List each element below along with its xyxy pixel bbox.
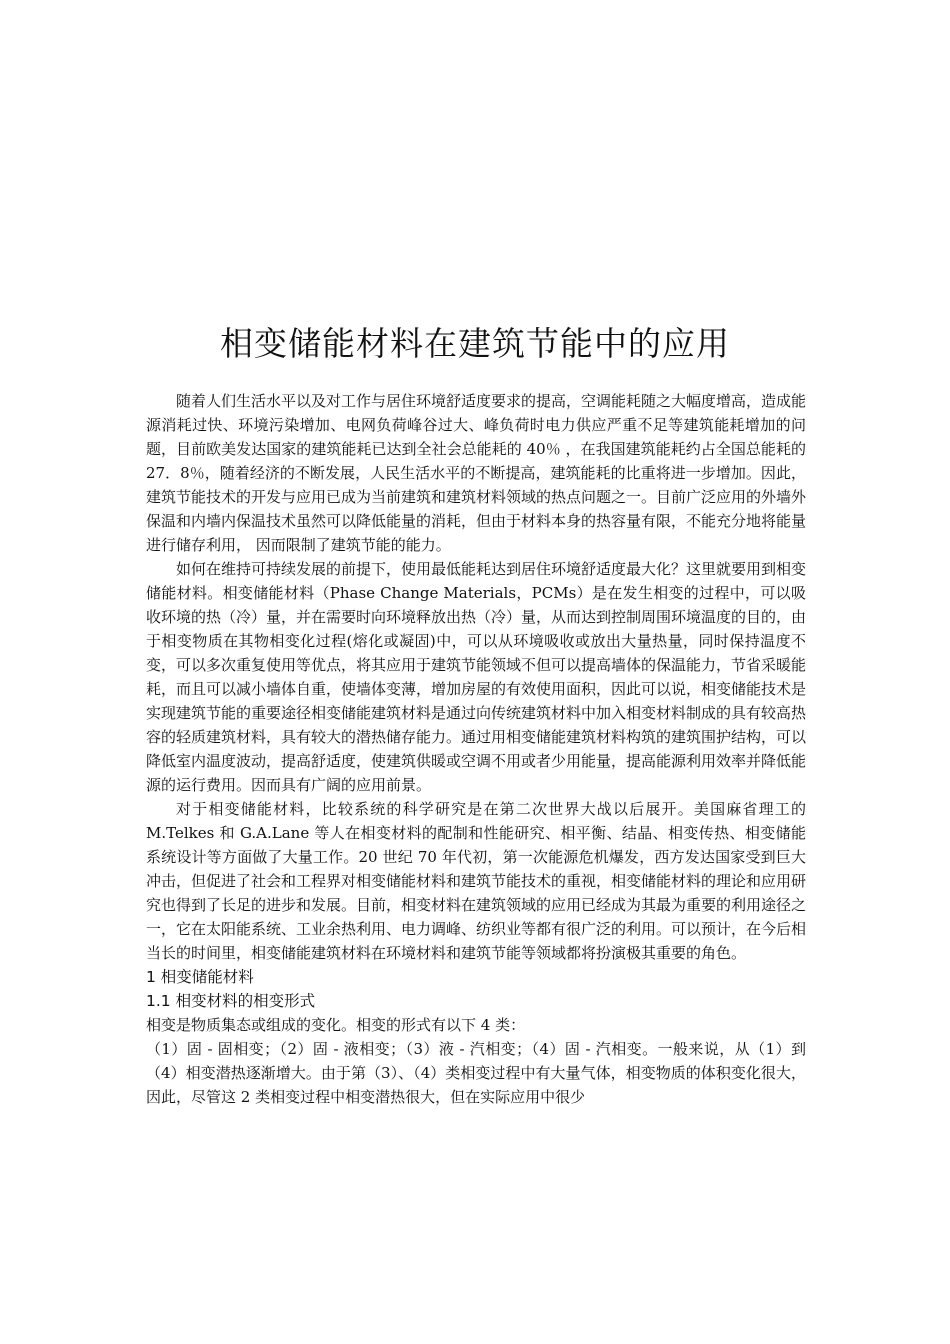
paragraph-intro: 随着人们生活水平以及对工作与居住环境舒适度要求的提高，空调能耗随之大幅度增高，造成能源消耗过快、环境污染增加、电网负荷峰谷过大、峰负荷时电力供应严重不足等建筑能耗增加的问题，目前欧美发达国家的建筑能耗已达到全社会总能耗的 40％ ，在我国建筑能耗约占全国总能耗的 27．8％，随着经济的不断发展，人民生活水平的不断提高，建筑能耗的比重将进一步增加。因此，建筑节能技术的开发与应用已成为当前建筑和建筑材料领域的热点问题之一。目前广泛应用的外墙外保温和内墙内保温技术虽然可以降低能量的消耗，但由于材料本身的热容量有限，不能充分地将能量进行储存利用， 因而限制了建筑节能的能力。 xyxy=(146,392,807,554)
document-body xyxy=(146,389,806,1109)
document-title: 相变储能材料在建筑节能中的应用 xyxy=(220,324,730,363)
paragraph-pcm-definition: 如何在维持可持续发展的前提下，使用最低能耗达到居住环境舒适度最大化？这里就要用到相变储能材料。相变储能材料（Phase Change Materials，PCMs）是在发生相变的过程中，可以吸收环境的热（冷）量，并在需要时向环境释放出热（冷）量，从而达到控制周围环境温度的目的，由于相变物质在其物相变化过程(熔化或凝固)中，可以从环境吸收或放出大量热量，同时保持温度不变，可以多次重复使用等优点，将其应用于建筑节能领域不但可以提高墙体的保温能力，节省采暖能耗，而且可以减小墙体自重，使墙体变薄，增加房屋的有效使用面积，因此可以说，相变储能技术是实现建筑节能的重要途径相变储能建筑材料是通过向传统建筑材料中加入相变材料制成的具有较高热容的轻质建筑材料，具有较大的潜热储存能力。通过用相变储能建筑材料构筑的建筑围护结构，可以降低室内温度波动，提高舒适度，使建筑供暖或空调不用或者少用能量，提高能源利用效率并降低能源的运行费用。因而具有广阔的应用前景。 xyxy=(146,560,807,794)
paragraph-research-history: 对于相变储能材料，比较系统的科学研究是在第二次世界大战以后展开。美国麻省理工的 M.Telkes 和 G.A.Lane 等人在相变材料的配制和性能研究、相平衡、结晶、相变传热、相变储能系统设计等方面做了大量工作。20 世纪 70 年代初，第一次能源危机爆发，西方发达国家受到巨大冲击，但促进了社会和工程界对相变储能材料和建筑节能技术的重视，相变储能材料的理论和应用研究也得到了长足的进步和发展。目前，相变材料在建筑领域的应用已经成为其最为重要的利用途径之一，它在太阳能系统、工业余热利用、电力调峰、纺织业等都有很广泛的利用。可以预计，在今后相当长的时间里，相变储能建筑材料在环境材料和建筑节能等领域都将扮演极其重要的角色。 xyxy=(146,800,807,962)
paragraph-phase-forms: 相变是物质集态或组成的变化。相变的形式有以下 4 类： xyxy=(146,1016,526,1034)
paragraph-phase-types: （1）固 - 固相变；（2）固 - 液相变；（3）液 - 汽相变；（4）固 - 汽相变。一般来说，从（1）到（4）相变潜热逐渐增大。由于第（3）、（4）类相变过程中有大量气体，相变物质的体积变化很大，因此，尽管这 2 类相变过程中相变潜热很大，但在实际应用中很少 xyxy=(146,1040,806,1106)
section-heading: 1 相变储能材料 xyxy=(146,968,254,986)
subsection-heading: 1.1 相变材料的相变形式 xyxy=(146,992,316,1010)
